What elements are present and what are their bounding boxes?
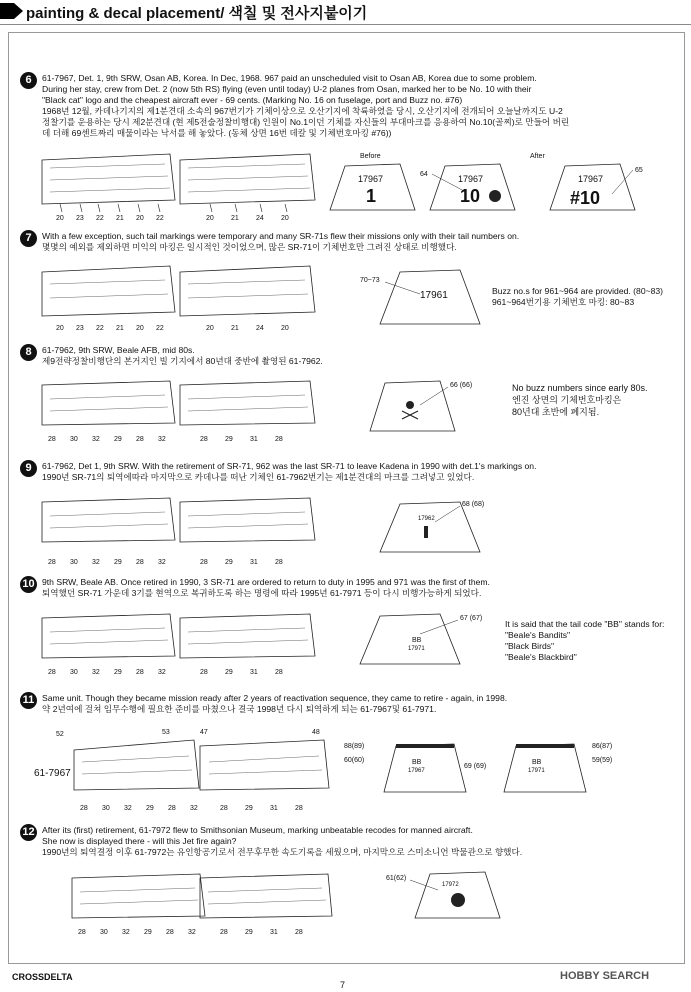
description-line: During her stay, crew from Det. 2 (now 5th RS) flying (even until today) U-2 planes from Osan, marked her to be No. 10 with their — [42, 84, 532, 94]
callout-number: 21 — [116, 325, 124, 332]
description-line: 정찰기를 운용하는 당시 제2분견대 (현 제5전술정찰비행대) 인원이 No.1이던 기체를 자신들의 부대마크를 응용하여 No.10(골찌)로 만들어 버린 — [42, 117, 570, 127]
callout-number: 32 — [122, 929, 130, 936]
callout-number: 29 — [225, 436, 233, 443]
after-label: After — [530, 153, 545, 160]
callout-number: 29 — [245, 929, 253, 936]
tail-drawing-mid — [420, 164, 515, 210]
callout-number: 28 — [220, 929, 228, 936]
fuselage-drawing-left — [72, 874, 205, 918]
fuselage-drawing-left — [42, 498, 175, 542]
tail-drawing — [360, 614, 482, 664]
callout-number: 32 — [92, 669, 100, 676]
callout-number: 48 — [312, 729, 320, 736]
tail-serial: 17967 — [408, 768, 425, 774]
callout-number: 28 — [80, 805, 88, 812]
description-line: 몇몇의 예외를 제외하면 미익의 마킹은 일시적인 것이었으며, 많은 SR-71이 기체번호만 그려진 상태로 비행했다. — [42, 242, 457, 252]
callout-number: 67 (67) — [460, 615, 483, 622]
fuselage-drawing-right — [180, 614, 315, 658]
callout-number: 64 — [420, 171, 428, 178]
description-line: 제9전략정찰비행단의 본거지인 빌 기지에서 80년대 중반에 촬영된 61-7962. — [42, 356, 323, 366]
tail-code: BB — [532, 759, 542, 766]
step-number-badge: 11 — [20, 692, 37, 709]
fuselage-drawing-right — [200, 740, 329, 790]
section-9-diagrams — [40, 492, 680, 567]
callout-number: 20 — [206, 325, 214, 332]
callout-number: 21 — [231, 215, 239, 222]
note-line: 961~964번기용 기체번호 마킹: 80~83 — [492, 297, 635, 307]
callout-number: 28 — [295, 929, 303, 936]
tail-serial: 17961 — [420, 290, 448, 301]
buzz-removal-note — [512, 382, 648, 418]
buzz-number-note — [492, 286, 663, 308]
callout-number: 28 — [48, 669, 56, 676]
before-label: Before — [360, 153, 381, 160]
callout-number: 31 — [250, 436, 258, 443]
tail-drawing — [380, 501, 484, 552]
callout-number: 70~73 — [360, 277, 380, 284]
callout-number: 24 — [256, 325, 264, 332]
step-number-badge: 8 — [20, 344, 37, 361]
page-number: 7 — [340, 980, 346, 990]
section-description — [42, 577, 672, 599]
callout-number: 21 — [116, 215, 124, 222]
description-line: "Black cat" logo and the cheapest aircraft ever - 69 cents. (Marking No. 16 on fuselage, port and Buzz no. #76) — [42, 95, 463, 105]
fuselage-drawing-right — [180, 154, 315, 212]
fuselage-drawing-left — [42, 614, 175, 658]
step-number-badge: 9 — [20, 460, 37, 477]
description-line: 61-7962, 9th SRW, Beale AFB, mid 80s. — [42, 345, 195, 355]
section-description — [42, 461, 672, 483]
callout-number: 28 — [220, 805, 228, 812]
callout-number: 28 — [136, 669, 144, 676]
callout-number: 86(87) — [592, 743, 613, 750]
tail-drawing-17971 — [504, 743, 612, 792]
callout-number: 20 — [56, 215, 64, 222]
note-line: 엔진 상면의 기체번호마킹은 — [512, 395, 622, 405]
det1-unit-marking-icon — [424, 526, 428, 538]
fuselage-drawing-left — [74, 740, 199, 790]
page-header — [0, 0, 691, 25]
callout-number: 28 — [168, 805, 176, 812]
callout-number: 88(89) — [344, 743, 365, 750]
callout-number: 20 — [56, 325, 64, 332]
callout-number: 28 — [275, 436, 283, 443]
fuselage-drawing-left — [42, 154, 175, 212]
tail-code: BB — [412, 759, 422, 766]
callout-number: 30 — [100, 929, 108, 936]
callout-number: 22 — [156, 215, 164, 222]
note-line: It is said that the tail code "BB" stands for: — [505, 619, 665, 629]
callout-number: 20 — [136, 325, 144, 332]
callout-number: 28 — [295, 805, 303, 812]
tail-drawing-after — [550, 164, 643, 210]
callout-number: 31 — [250, 669, 258, 676]
tail-drawing — [386, 872, 500, 918]
step-number-badge: 7 — [20, 230, 37, 247]
callout-number: 28 — [136, 559, 144, 566]
callout-number: 69 (69) — [464, 763, 487, 770]
tail-drawing — [360, 270, 480, 324]
callout-number: 22 — [96, 325, 104, 332]
tail-drawing — [370, 381, 472, 431]
tail-serial: 17971 — [528, 768, 545, 774]
tail-serial: 17962 — [418, 516, 435, 522]
callout-number: 30 — [70, 669, 78, 676]
callout-number: 29 — [225, 669, 233, 676]
description-line: 61-7967, Det. 1, 9th SRW, Osan AB, Korea. In Dec, 1968. 967 paid an unscheduled visit to Osan AB, Korea due to some problem. — [42, 73, 537, 83]
section-description — [42, 345, 672, 367]
description-line: She now is displayed there - will this Jet fire again? — [42, 836, 237, 846]
callout-number: 28 — [136, 436, 144, 443]
callout-number: 28 — [200, 559, 208, 566]
callout-number: 52 — [56, 731, 64, 738]
callout-number: 28 — [166, 929, 174, 936]
black-cat-logo-icon — [489, 190, 501, 202]
note-line: "Beale's Blackbird" — [505, 652, 577, 662]
unit-emblem-icon — [451, 893, 465, 907]
callout-number: 22 — [156, 325, 164, 332]
callout-number: 28 — [275, 669, 283, 676]
note-line: 80년대 초반에 폐지됨. — [512, 407, 600, 417]
callout-number: 68 (68) — [462, 501, 485, 508]
callout-number: 28 — [275, 559, 283, 566]
note-line: Buzz no.s for 961~964 are provided. (80~83) — [492, 286, 664, 296]
callout-number: 32 — [124, 805, 132, 812]
callout-number: 20 — [281, 325, 289, 332]
tail-drawing-17967 — [344, 743, 486, 792]
description-line: 9th SRW, Beale AB. Once retired in 1990, 3 SR-71 are ordered to return to duty in 1995 and 971 was the first of them. — [42, 577, 490, 587]
description-line: Same unit. Though they became mission ready after 2 years of reactivation sequence, they came to retire - again, in 1998. — [42, 693, 508, 703]
fuselage-drawing-left — [42, 381, 175, 425]
watermark: HOBBY SEARCH — [560, 970, 650, 982]
callout-number: 28 — [48, 559, 56, 566]
step-number-badge: 6 — [20, 72, 37, 89]
tail-mark: #10 — [570, 188, 601, 208]
callout-number: 32 — [158, 559, 166, 566]
description-line: 데 더해 69센트짜리 매물이라는 낙서를 해 놓았다. (동체 상면 16번 데칼 및 기체번호마킹 #76)) — [42, 128, 392, 138]
callout-number: 20 — [281, 215, 289, 222]
tail-mark: 10 — [460, 186, 481, 206]
callout-number: 24 — [256, 215, 264, 222]
callout-number: 29 — [114, 559, 122, 566]
tail-serial: 17972 — [442, 882, 459, 888]
tail-code-note — [505, 619, 664, 663]
callout-number: 28 — [200, 436, 208, 443]
tail-serial: 17967 — [458, 174, 484, 184]
callout-number: 29 — [144, 929, 152, 936]
note-line: "Black Birds" — [505, 641, 555, 651]
header-bar-decoration — [0, 3, 14, 19]
callout-number: 31 — [270, 929, 278, 936]
tail-drawing-before — [330, 164, 415, 210]
section-12-diagrams — [70, 868, 670, 943]
callout-number: 53 — [162, 729, 170, 736]
callout-number: 29 — [114, 669, 122, 676]
header-arrow-icon — [14, 3, 23, 19]
callout-number: 28 — [48, 436, 56, 443]
tail-serial: 17967 — [578, 174, 604, 184]
description-line: 1990년의 퇴역결정 이후 61-7972는 유인항공기로서 전무후무한 속도기록을 세웠으며, 마지막으로 스미소니언 박물관으로 향했다. — [42, 847, 523, 857]
callout-number: 66 (66) — [450, 382, 473, 389]
note-line: No buzz numbers since early 80s. — [512, 383, 648, 393]
callout-number: 32 — [190, 805, 198, 812]
callout-number: 23 — [76, 325, 84, 332]
tail-code: BB — [412, 637, 422, 644]
callout-number: 30 — [102, 805, 110, 812]
description-line: 1968년 12월, 카데나기지의 제1분견대 소속의 967번기가 기체이상으로 오산기지에 착륙하였을 당시, 오산기지에 전개되어 오늘날까지도 U-2 — [42, 106, 563, 116]
description-line: 퇴역했던 SR-71 가운데 3기를 현역으로 복귀하도록 하는 명령에 따라 1995년 61-7971 등이 다시 비행가능하게 되었다. — [42, 588, 482, 598]
section-description — [42, 231, 672, 253]
fuselage-drawing-right — [200, 874, 332, 918]
tail-serial: 17967 — [358, 174, 384, 184]
section-6-diagrams — [40, 150, 680, 225]
callout-number: 61(62) — [386, 875, 407, 882]
page-title: painting & decal placement/ 색칠 및 전사지붙이기 — [26, 5, 368, 22]
callout-number: 32 — [188, 929, 196, 936]
side-serial-marking: 61-7967 — [34, 768, 71, 779]
tail-mark: 1 — [366, 186, 377, 206]
fuselage-drawing-right — [180, 266, 315, 316]
note-line: "Beale's Bandits" — [505, 630, 571, 640]
callout-number: 32 — [158, 669, 166, 676]
callout-number: 32 — [92, 559, 100, 566]
callout-number: 20 — [136, 215, 144, 222]
section-description — [42, 73, 672, 139]
callout-number: 30 — [70, 436, 78, 443]
description-line: 61-7962, Det 1, 9th SRW. With the retirement of SR-71, 962 was the last SR-71 to leave Kadena in 1990 with det.1's markings on. — [42, 461, 537, 471]
callout-number: 28 — [78, 929, 86, 936]
callout-number: 29 — [114, 436, 122, 443]
callout-number: 28 — [200, 669, 208, 676]
skull-crossbones-icon — [402, 401, 418, 419]
callout-number: 23 — [76, 215, 84, 222]
callout-number: 20 — [206, 215, 214, 222]
fuselage-drawing-right — [180, 498, 315, 542]
fuselage-drawing-right — [180, 381, 315, 425]
step-number-badge: 10 — [20, 576, 37, 593]
callout-number: 32 — [158, 436, 166, 443]
callout-number: 31 — [250, 559, 258, 566]
description-line: 1990년 SR-71의 퇴역에따라 마지막으로 카데나를 떠난 기체인 61-7962번기는 제1분견대의 마크를 그려넣고 있었다. — [42, 472, 475, 482]
callout-number: 31 — [270, 805, 278, 812]
tail-serial: 17971 — [408, 646, 425, 652]
callout-number: 29 — [146, 805, 154, 812]
section-description — [42, 693, 672, 715]
callout-number: 22 — [96, 215, 104, 222]
section-11-diagrams — [34, 730, 674, 815]
callout-number: 47 — [200, 729, 208, 736]
callout-number: 59(59) — [592, 757, 613, 764]
callout-number: 29 — [225, 559, 233, 566]
callout-number: 32 — [92, 436, 100, 443]
step-number-badge: 12 — [20, 824, 37, 841]
description-line: With a few exception, such tail markings were temporary and many SR-71s flew their missions only with their tail numbers on. — [42, 231, 520, 241]
callout-number: 21 — [231, 325, 239, 332]
callout-number: 29 — [245, 805, 253, 812]
brand-logo: CROSSDELTA — [12, 972, 73, 982]
callout-number: 65 — [635, 167, 643, 174]
callout-number: 30 — [70, 559, 78, 566]
description-line: 약 2년여에 걸쳐 임무수행에 필요한 준비를 마쳤으나 결국 1998년 다시 퇴역하게 되는 61-7967및 61-7971. — [42, 704, 437, 714]
fuselage-drawing-left — [42, 266, 175, 316]
section-description — [42, 825, 672, 858]
description-line: After its (first) retirement, 61-7972 flew to Smithsonian Museum, marking unbeatable recodes for manned aircraft. — [42, 825, 473, 835]
callout-number: 60(60) — [344, 757, 365, 764]
